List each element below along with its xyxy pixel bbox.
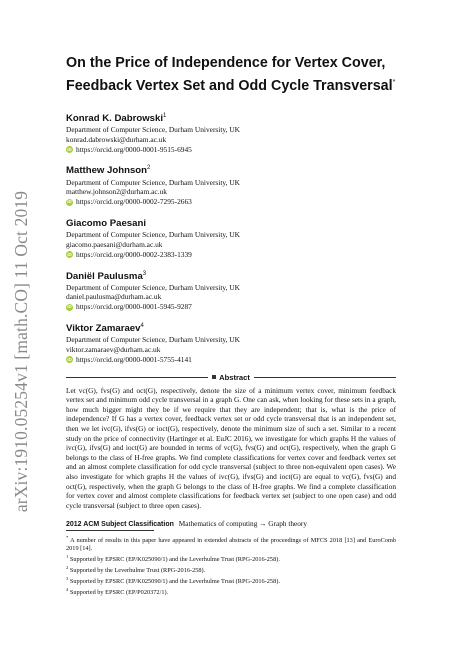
paper-first-page xyxy=(66,54,396,530)
author-block xyxy=(66,320,396,365)
footnote-mark: 1 xyxy=(66,554,69,560)
bullet-icon xyxy=(212,375,216,379)
footnotes xyxy=(66,530,396,597)
author-orcid[interactable] xyxy=(66,302,396,312)
abstract-header xyxy=(66,373,396,382)
arxiv-identifier xyxy=(4,190,40,512)
orcid-link[interactable]: https://orcid.org/0000-0001-5755-4141 xyxy=(76,354,192,364)
author-name: Giacomo Paesani xyxy=(66,218,146,230)
footnote: $^3$ Supported by EPSRC (EP/K025090/1) and the Leverhulme Trust (RPG-2016-258). xyxy=(66,576,280,586)
orcid-icon: iD xyxy=(67,251,72,257)
author-email[interactable]: daniel.paulusma@durham.ac.uk xyxy=(66,292,162,302)
author-block xyxy=(66,110,396,155)
footnote: $^4$ Supported by EPSRC (EP/P020372/1). xyxy=(66,587,169,597)
title-line-1: On the Price of Independence for Vertex Cover, xyxy=(66,55,386,71)
footnote-divider xyxy=(66,530,154,531)
footnote: $^2$ Supported by the Leverhulme Trust (RPG-2016-258). xyxy=(66,565,206,575)
author-name: Konrad K. Dabrowski$^1$ xyxy=(66,112,167,124)
author-orcid[interactable] xyxy=(66,145,396,155)
footnote-mark: 4 xyxy=(66,587,69,593)
author-footnote-mark: 3 xyxy=(142,270,147,277)
footnote-mark: 2 xyxy=(66,565,69,571)
author-email[interactable]: konrad.dabrowski@durham.ac.uk xyxy=(66,134,167,144)
orcid-icon: iD xyxy=(67,199,72,205)
abstract-label: Abstract xyxy=(208,373,254,382)
orcid-icon: iD xyxy=(67,146,72,152)
footnote: * A number of results in this paper have appeared in extended abstracts of the proceedings of MFCS 2018 [13] and EuroComb 2019 [14]. xyxy=(66,535,396,553)
author-orcid[interactable] xyxy=(66,197,396,207)
abstract-body: Let vc(G), fvs(G) and oct(G), respectively, denote the size of a minimum vertex cover, minimum feedback vertex set and minimum odd cycle transversal in a graph G. One can ask, when looking for these sets in a graph, how much bigger might they be if we require that they are independent; that is, what is the price of independence? If G has a vertex cover, feedback vertex set or odd cycle transversal that is an independent set, then we let ivc(G), ifvs(G) or ioct(G), respectively, denote the minimum size of such a set. Similar to a recent study on the price of connectivity (Hartinger et al. EuJC 2016), we investigate for which graphs H the values of ivc(G), ifvs(G) and ioct(G) are bounded in terms of vc(G), fvs(G) and oct(G), respectively, when the graph G belongs to the class of H-free graphs. We find complete classifications for vertex cover and feedback vertex set and an almost complete classification for odd cycle transversal (subject to three non-equivalent open cases). We also investigate for which graphs H the values of ivc(G), ifvs(G) and ioct(G) are equal to vc(G), fvs(G) and oct(G), respectively, when the graph G belongs to the class of H-free graphs. We find a complete classification for vertex cover and almost complete classifications for feedback vertex set (subject to one open case) and odd cycle transversal (subject to three open cases). xyxy=(66,385,396,510)
arxiv-identifier-text: arXiv:1910.05254v1 [math.CO] 11 Oct 2019 xyxy=(11,190,32,512)
orcid-icon: iD xyxy=(67,304,72,310)
footnote-mark: 3 xyxy=(66,576,69,582)
paper-title xyxy=(66,54,396,96)
author-email[interactable]: viktor.zamaraev@durham.ac.uk xyxy=(66,345,161,355)
author-block xyxy=(66,215,396,260)
author-affiliation: Department of Computer Science, Durham University, UK xyxy=(66,335,240,345)
orcid-link[interactable]: https://orcid.org/0000-0001-5945-9287 xyxy=(76,302,192,312)
orcid-link[interactable]: https://orcid.org/0000-0001-9515-6945 xyxy=(76,144,192,154)
author-email[interactable]: matthew.johnson2@durham.ac.uk xyxy=(66,187,167,197)
orcid-link[interactable]: https://orcid.org/0000-0002-7295-2663 xyxy=(76,197,192,207)
author-email[interactable]: giacomo.paesani@durham.ac.uk xyxy=(66,239,163,249)
author-affiliation: Department of Computer Science, Durham University, UK xyxy=(66,230,240,240)
author-block xyxy=(66,268,396,313)
divider xyxy=(254,377,396,378)
author-orcid[interactable] xyxy=(66,355,396,365)
author-footnote-mark: 4 xyxy=(140,323,144,330)
author-name: Daniël Paulusma$^3$ xyxy=(66,270,147,282)
author-footnote-mark: 1 xyxy=(163,112,167,119)
author-affiliation: Department of Computer Science, Durham University, UK xyxy=(66,282,240,292)
divider xyxy=(66,377,208,378)
author-block xyxy=(66,162,396,207)
acm-label: 2012 ACM Subject Classification xyxy=(66,521,174,529)
title-footnote-mark: * xyxy=(392,79,396,86)
orcid-icon: iD xyxy=(67,356,72,362)
acm-text: Mathematics of computing → Graph theory xyxy=(178,519,307,529)
author-affiliation: Department of Computer Science, Durham University, UK xyxy=(66,177,240,187)
author-name: Viktor Zamaraev$^4$ xyxy=(66,323,144,335)
author-affiliation: Department of Computer Science, Durham University, UK xyxy=(66,124,240,134)
footnote-mark: * xyxy=(66,535,69,540)
title-line-2: Feedback Vertex Set and Odd Cycle Transversal xyxy=(66,77,393,94)
acm-classification xyxy=(66,519,396,530)
author-footnote-mark: 2 xyxy=(147,165,151,172)
orcid-link[interactable]: https://orcid.org/0000-0002-2383-1339 xyxy=(76,249,192,259)
author-list xyxy=(66,110,396,365)
footnote: $^1$ Supported by EPSRC (EP/K025090/1) and the Leverhulme Trust (RPG-2016-258). xyxy=(66,554,280,564)
author-name: Matthew Johnson$^2$ xyxy=(66,165,151,177)
author-orcid[interactable] xyxy=(66,250,396,260)
